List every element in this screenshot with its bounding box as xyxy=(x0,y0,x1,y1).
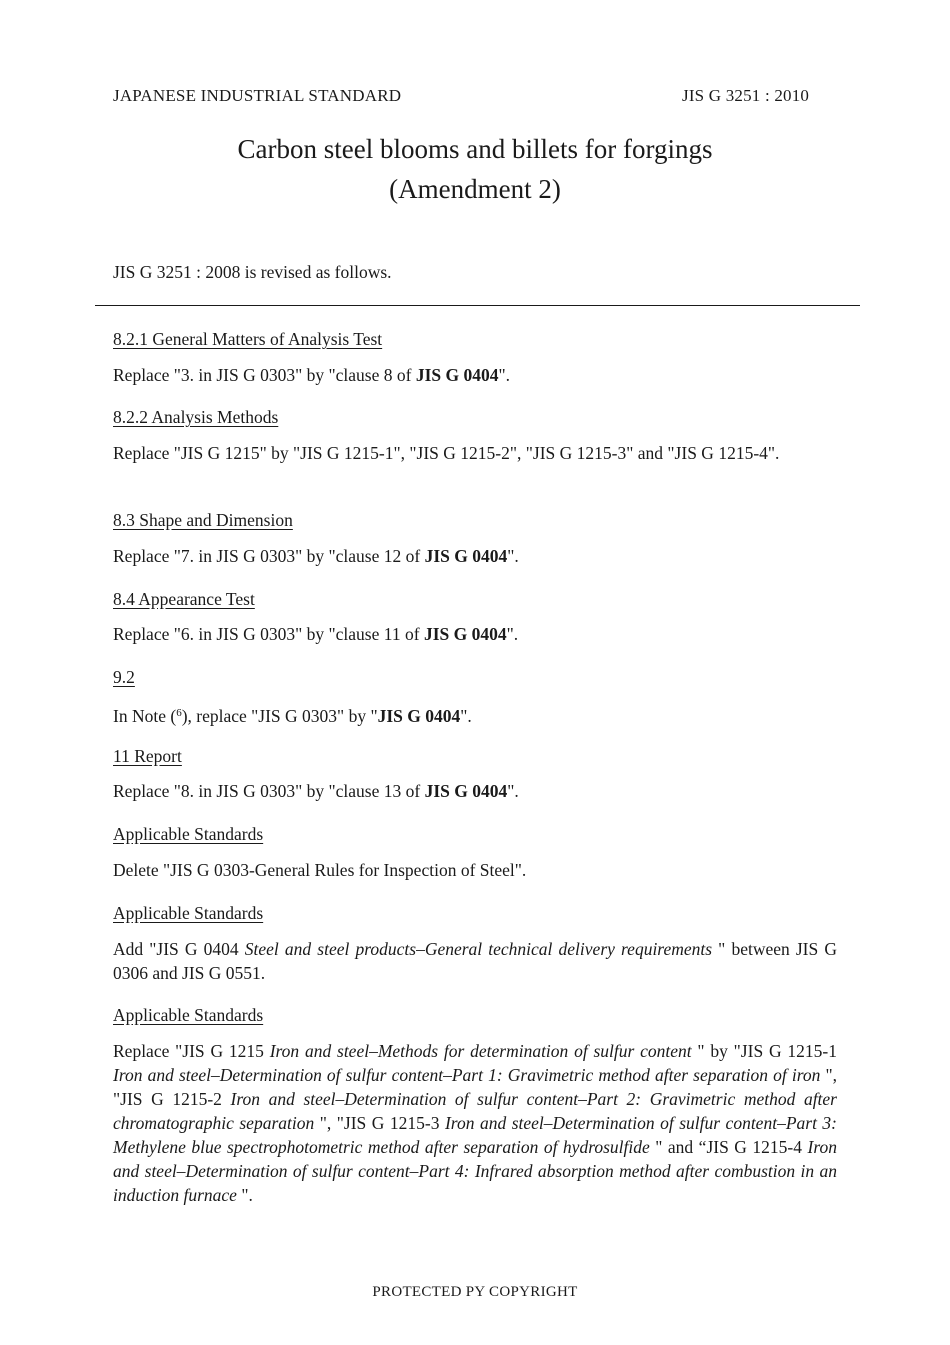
header-standard-number: JIS G 3251 : 2010 xyxy=(682,86,810,105)
section-text-applicable-standards-1: Delete "JIS G 0303-General Rules for Inspection of Steel". xyxy=(113,860,527,880)
section-text-applicable-standards-2: Add "JIS G 0404 Steel and steel products–General technical delivery requirements " between JIS G 0306 and JIS G 0551. xyxy=(113,939,837,983)
section-heading-8-2-2: 8.2.2 Analysis Methods xyxy=(113,407,279,427)
section-text-8-4: Replace "6. in JIS G 0303" by "clause 11 of JIS G 0404". xyxy=(113,624,519,644)
section-heading-11: 11 Report xyxy=(113,746,182,766)
section-text-applicable-standards-3: Replace "JIS G 1215 Iron and steel–Methods for determination of sulfur content " by "JIS G 1215-1 Iron and steel–Determination of sulfur content–Part 1: Gravimetric method after separation of iron ", "JIS G 1215-2 Iron and steel–Determination of sulfur content–Part 2: Gravimetric method after chromatographic separation ", "JIS G 1215-3 Iron and steel–Determination of sulfur content–Part 3: Methylene blue spectrophotometric method after separation of hydrosulfide " and “JIS G 1215-4 Iron and steel–Determination of sulfur content–Part 4: Infrared absorption method after combustion in an induction furnace ". xyxy=(113,1041,838,1205)
section-text-9-2: In Note ($^6$), replace "JIS G 0303" by "JIS G 0404". xyxy=(113,706,472,726)
intro-text: JIS G 3251 : 2008 is revised as follows. xyxy=(113,262,392,282)
section-text-8-2-2: Replace "JIS G 1215" by "JIS G 1215-1", "JIS G 1215-2", "JIS G 1215-3" and "JIS G 1215-4". xyxy=(113,443,780,463)
footer-copyright: PROTECTED PY COPYRIGHT xyxy=(372,1284,578,1300)
divider xyxy=(95,305,860,306)
section-heading-applicable-standards-1: Applicable Standards xyxy=(113,824,264,844)
document-title: Carbon steel blooms and billets for forgings xyxy=(237,134,713,164)
section-heading-8-3: 8.3 Shape and Dimension xyxy=(113,510,293,530)
section-heading-applicable-standards-2: Applicable Standards xyxy=(113,903,264,923)
section-heading-8-4: 8.4 Appearance Test xyxy=(113,589,255,609)
section-heading-applicable-standards-3: Applicable Standards xyxy=(113,1005,264,1025)
section-text-8-3: Replace "7. in JIS G 0303" by "clause 12 of JIS G 0404". xyxy=(113,546,519,566)
section-heading-8-2-1: 8.2.1 General Matters of Analysis Test xyxy=(113,329,383,349)
section-text-11: Replace "8. in JIS G 0303" by "clause 13 of JIS G 0404". xyxy=(113,781,519,801)
document-subtitle: (Amendment 2) xyxy=(389,174,561,204)
header-standard-name: JAPANESE INDUSTRIAL STANDARD xyxy=(113,86,402,105)
section-text-8-2-1: Replace "3. in JIS G 0303" by "clause 8 of JIS G 0404". xyxy=(113,365,511,385)
section-heading-9-2: 9.2 xyxy=(113,667,135,687)
